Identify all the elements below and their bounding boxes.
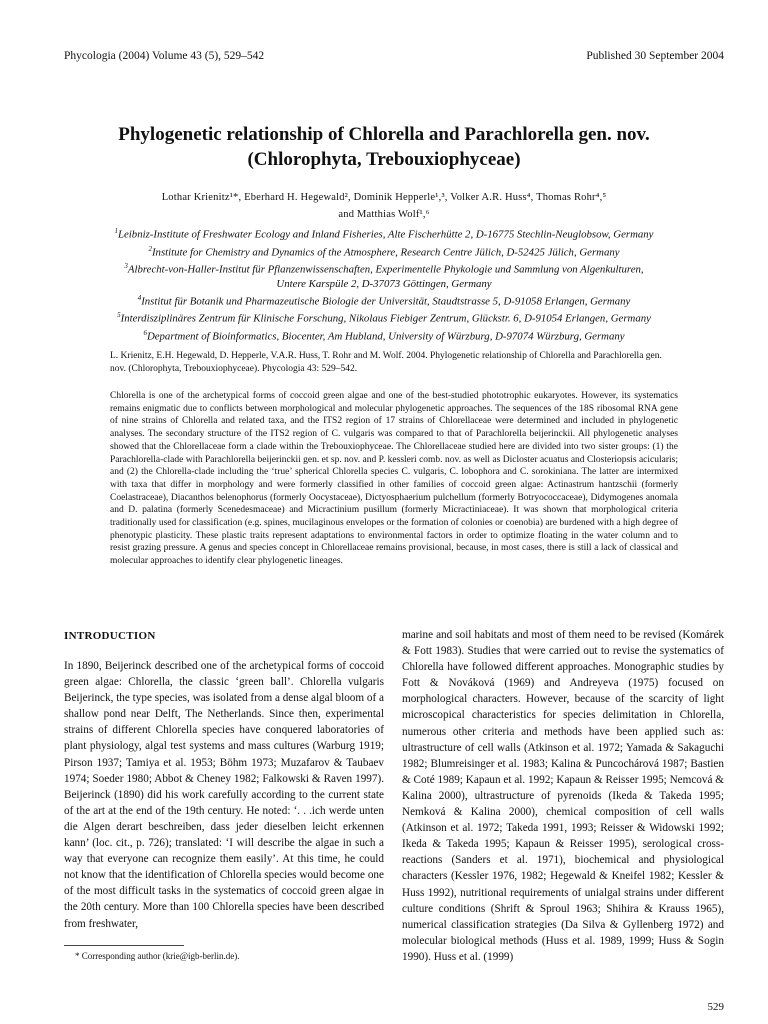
affiliation: $^1$Leibniz-Institute of Freshwater Ecology and Inland Fisheries, Alte Fischerhütte 2, D-16775 Stechlin-Neuglobsow, Germany: [114, 227, 654, 241]
affiliations: [40, 224, 728, 344]
affiliation: $^3$Albrecht-von-Haller-Institut für Pflanzenwissenschaften, Experimentelle Phykologie und Sammlung von Algenkulturen,: [124, 262, 644, 276]
section-heading-introduction: INTRODUCTION: [64, 630, 156, 642]
article-title: [40, 122, 728, 172]
footnote-divider: [64, 945, 184, 946]
abstract: Chlorella is one of the archetypical forms of coccoid green algae and one of the best-studied phototrophic eukaryotes. However, its systematics remains enigmatic due to conflicts between morphological and molecular phylogenetic approaches. The sequences of the 18S ribosomal RNA gene of nine strains of Chlorella and related taxa, and the ITS2 region of 17 strains of Chlorellaceae were determined and included in phylogenetic analyses. The secondary structure of the ITS2 region of C. vulgaris was compared to that of Parachlorella beijerinckii. All phylogenetic analyses showed that the Chlorellaceae form a clade within the Trebouxiophyceae. The Chlorellaceae studied here are divided into two sister groups: (1) the Parachlorella-clade with Parachlorella beijerinckii gen. et sp. nov. and P. kessleri comb. nov. as well as Dicloster acuatus and Closteriopsis acicularis; and (2) the Chlorella-clade including the ‘true’ spherical Chlorella species C. vulgaris, C. lobophora and C. sorokiniana. The latter are intermixed with taxa that differ in morphology and were formerly classified in other families of coccoid green algae: Actinastrum hantzschii (formerly Coelastraceae), Diacanthos belenophorus (formerly Oocystaceae), Dictyosphaerium pulchellum (formerly Botryococcaceae), Didymogenes anomala and D. palatina (formerly Scenedesmaceae) and Micractinium pusillum (formerly Micractiniaceae). It was shown that morphological criteria traditionally used for classification (e.g. spines, mucilaginous envelopes or the formation of colonies or coenobia) are burdened with a high degree of phenotypic plasticity. These plastic traits represent adaptations to environmental factors in order to optimize floating in the water column and to resist grazing pressure. A genus and species concept in Chlorellaceae remains provisional, because, in most cases, there is still a lack of classical and molecular approaches to identify clear phylogenetic lineages.: [110, 391, 678, 567]
author-list: [40, 189, 728, 223]
running-head-date: Published 30 September 2004: [586, 50, 724, 62]
affiliation-continued: Untere Karspüle 2, D-37073 Göttingen, Germany: [276, 277, 492, 290]
title-line-2: (Chlorophyta, Trebouxiophyceae): [247, 149, 521, 170]
page-number: 529: [707, 1001, 724, 1013]
affiliation: $^6$Department of Bioinformatics, Biocenter, Am Hubland, University of Würzburg, D-97074 Würzburg, Germany: [143, 328, 625, 343]
affiliation: $^4$Institut für Botanik und Pharmazeutische Biologie der Universität, Staudtstrasse 5, D-91058 Erlangen, Germany: [137, 293, 631, 308]
footnote-corresponding-author: * Corresponding author (krie@igb-berlin.de).: [75, 951, 240, 961]
running-head-journal: Phycologia (2004) Volume 43 (5), 529–542: [64, 50, 265, 62]
affiliation: $^5$Interdisziplinäres Zentrum für Klinische Forschung, Nikolaus Fiebiger Zentrum, Glückstr. 6, D-91054 Erlangen, Germany: [117, 311, 651, 325]
title-line-1: Phylogenetic relationship of Chlorella and Parachlorella gen. nov.: [118, 124, 650, 145]
citation: L. Krienitz, E.H. Hegewald, D. Hepperle, V.A.R. Huss, T. Rohr and M. Wolf. 2004. Phylogenetic relationship of Chlorella and Parachlorella gen. nov. (Chlorophyta, Trebouxiophyceae). Phycologia 43: 529–542.: [110, 351, 662, 374]
body-column-left: In 1890, Beijerinck described one of the archetypical forms of coccoid green algae: Chlorella, the classic ‘green ball’. Chlorella vulgaris Beijerinck, the type species, was isolated from a dense algal bloom of a shallow pond near Delft, The Netherlands. Since then, experimental strains of different Chlorella species have conquered laboratories of plant physiology, algal test systems and mass cultures (Warburg 1919; Pirson 1937; Tamiya et al. 1953; Böhm 1973; Muzafarov & Taubaev 1974; Soeder 1980; Abbot & Cheney 1982; Falkowski & Raven 1997). Beijerinck (1890) did his work carefully according to the current state of the art at the end of the 19th century. He noted: ‘. . .ich werde unten die Algen derart beschreiben, dass jeder dieselben leicht erkennen kann’ (loc. cit., p. 726); translated: ‘I will describe the algae in such a way that everyone can recognize them easily’. At this time, he could not know that the identification of Chlorella species would become one of the most difficult tasks in the systematics of coccoid green algae in the 20th century. More than 100 Chlorella species have been described from freshwater,: [64, 660, 384, 930]
body-column-right: marine and soil habitats and most of them need to be revised (Komárek & Fott 1983). Studies that were carried out to revise the systematics of Chlorella have followed different approaches. Monographic studies by Fott & Nováková (1969) and Andreyeva (1975) focused on morphological characters. However, because of the scarcity of light microscopical characteristics for species delimitation in Chlorella, numerous other criteria and methods have been applied such as: ultrastructure of cell walls (Atkinson et al. 1972; Yamada & Sakaguchi 1982; Blumreisinger et al. 1983; Kalina & Puncochárová 1987; Bastien & Coté 1989; Kapaun et al. 1992; Kapaun & Reisser 1995; Nemcová & Kalina 2000), ultrastructure of pyrenoids (Ikeda & Takeda 1995; Nemková & Kalina 2000), chemical composition of cell walls (Atkinson et al. 1972; Takeda 1991, 1993; Reisser & Widowski 1992; Ikeda & Takeda 1995; Kapaun & Reisser 1995), serological cross-reactions (Sanders et al. 1971), biochemical and physiological characters (Kessler 1976, 1982; Hegewald & Kneifel 1982; Kessler & Huss 1992), nutritional requirements of unialgal strains under different culture conditions (Shrift & Sproul 1963; Shihira & Krauss 1965), numerical classification strategies (Da Silva & Gyllenberg 1972) and molecular biological methods (Huss et al. 1989, 1999; Huss & Sogin 1990). Huss et al. (1999): [402, 629, 724, 963]
affiliation: $^2$Institute for Chemistry and Dynamics of the Atmosphere, Research Centre Jülich, D-52425 Jülich, Germany: [148, 244, 620, 259]
authors-line-1: Lothar Krienitz¹*, Eberhard H. Hegewald², Dominik Hepperle¹,³, Volker A.R. Huss⁴, Thomas Rohr⁴,⁵: [161, 192, 607, 203]
authors-line-2: and Matthias Wolf¹,⁶: [338, 209, 430, 220]
